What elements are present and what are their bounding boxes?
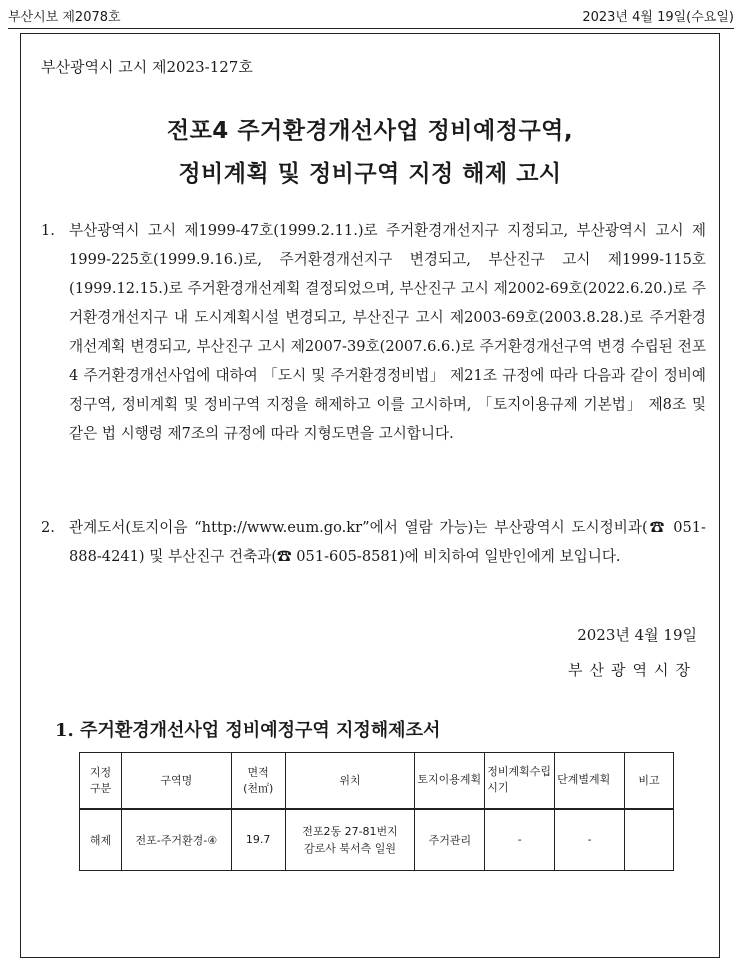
publication-date: 2023년 4월 19일(수요일) [582, 10, 734, 25]
notice-number: 부산광역시 고시 제2023-127호 [41, 58, 253, 76]
header-phase-plan: 단계별계획 [555, 753, 625, 809]
paragraph-number: 2. [41, 519, 55, 536]
header-designation-type: 지정 구분 [80, 753, 122, 809]
notice-frame [20, 33, 720, 958]
signer: 부산광역시장 [568, 661, 697, 679]
cell-plan-timing: - [485, 809, 555, 871]
notice-title-line2: 정비계획 및 정비구역 지정 해제 고시 [178, 161, 562, 187]
cell-land-use-plan: 주거관리 [415, 809, 485, 871]
paragraph-text: 부산광역시 고시 제1999-47호(1999.2.11.)로 주거환경개선지구 지정되고, 부산광역시 고시 제1999-225호(1999.9.16.)로, 주거환경개선지구 변경되고, 부산진구 고시 제1999-115호(1999.12.15.)로 주거환경개선계획 결정되었으며, 부산진구 고시 제2002-69호(2022.6.20.)로 주거환경개선지구 내 도시계획시설 변경되고, 부산진구 고시 제2003-69호(2003.8.28.)로 주거환경개선계획 변경되고, 부산진구 고시 제2007-39호(2007.6.6.)로 주거환경개선구역 변경 수립된 전포4 주거환경개선사업에 대하여 「도시 및 주거환경정비법」 제21조 규정에 따라 다음과 같이 정비예정구역, 정비계획 및 정비구역 지정을 해제하고 이를 고시하며, 「토지이용규제 기본법」 제8조 및 같은 법 시행령 제7조의 규정에 따라 지형도면을 고시합니다. [69, 222, 706, 442]
notice-date: 2023년 4월 19일 [577, 626, 697, 644]
header-note: 비고 [625, 753, 674, 809]
paragraph-number: 1. [41, 222, 55, 239]
header-plan-timing: 정비계획수립시기 [485, 753, 555, 809]
cell-designation-type: 해제 [80, 809, 122, 871]
cell-phase-plan: - [555, 809, 625, 871]
header-zone-name: 구역명 [121, 753, 231, 809]
publication-number: 부산시보 제2078호 [8, 10, 121, 25]
cell-location: 전포2동 27-81번지 감로사 북서측 일원 [285, 809, 415, 871]
header-divider [8, 28, 734, 29]
cell-area: 19.7 [231, 809, 285, 871]
designation-table [79, 752, 674, 871]
table-header-row [80, 753, 674, 809]
page-header [8, 6, 734, 24]
header-location: 위치 [285, 753, 415, 809]
section-title: 1. 주거환경개선사업 정비예정구역 지정해제조서 [55, 720, 441, 741]
paragraph-text: 관계도서(토지이음 “http://www.eum.go.kr”에서 열람 가능)는 부산광역시 도시정비과(☎ 051-888-4241) 및 부산진구 건축과(☎ 051-605-8581)에 비치하여 일반인에게 보입니다. [69, 519, 706, 565]
paragraph-2 [41, 513, 706, 571]
notice-title-line1: 전포4 주거환경개선사업 정비예정구역, [166, 118, 574, 144]
header-land-use-plan: 토지이용계획 [415, 753, 485, 809]
header-area: 면적 (천㎡) [231, 753, 285, 809]
cell-note [625, 809, 674, 871]
paragraph-1 [41, 216, 706, 448]
cell-zone-name: 전포-주거환경-④ [121, 809, 231, 871]
table-row [80, 809, 674, 871]
